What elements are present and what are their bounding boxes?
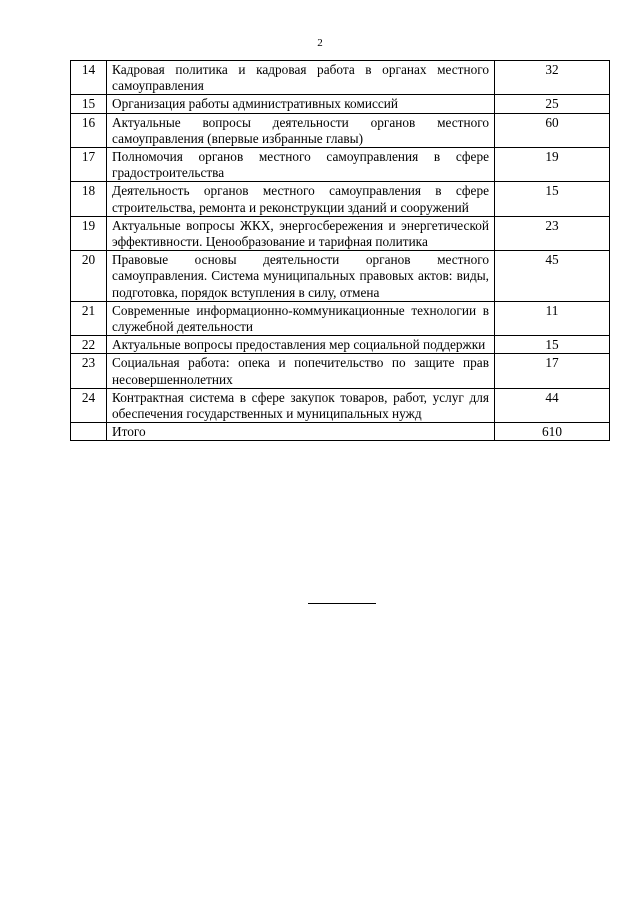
course-name: Правовые основы деятельности органов местного самоуправления. Система муниципальных правовых актов: виды, подготовка, порядок вступления в силу, отмена xyxy=(107,251,495,302)
table-row xyxy=(71,251,610,302)
page-number: 2 xyxy=(317,37,323,49)
course-hours: 32 xyxy=(495,61,610,95)
course-name: Актуальные вопросы деятельности органов местного самоуправления (впервые избранные главы) xyxy=(107,113,495,147)
course-name: Актуальные вопросы предоставления мер социальной поддержки xyxy=(107,336,495,354)
courses-table xyxy=(70,60,610,441)
row-number: 23 xyxy=(71,354,107,388)
row-number: 21 xyxy=(71,301,107,335)
course-hours: 19 xyxy=(495,148,610,182)
course-name: Полномочия органов местного самоуправления в сфере градостроительства xyxy=(107,148,495,182)
course-hours: 25 xyxy=(495,95,610,113)
table-row xyxy=(71,336,610,354)
table-body xyxy=(71,61,610,441)
total-label: Итого xyxy=(107,423,495,441)
course-name: Современные информационно-коммуникационные технологии в служебной деятельности xyxy=(107,301,495,335)
row-number: 14 xyxy=(71,61,107,95)
course-hours: 17 xyxy=(495,354,610,388)
course-hours: 45 xyxy=(495,251,610,302)
row-number: 20 xyxy=(71,251,107,302)
table-row xyxy=(71,95,610,113)
course-name: Контрактная система в сфере закупок товаров, работ, услуг для обеспечения государственных и муниципальных нужд xyxy=(107,388,495,422)
course-hours: 11 xyxy=(495,301,610,335)
total-row xyxy=(71,423,610,441)
course-name: Деятельность органов местного самоуправления в сфере строительства, ремонта и реконструкции зданий и сооружений xyxy=(107,182,495,216)
course-name: Организация работы административных комиссий xyxy=(107,95,495,113)
course-hours: 15 xyxy=(495,336,610,354)
table-row xyxy=(71,148,610,182)
course-hours: 15 xyxy=(495,182,610,216)
course-hours: 23 xyxy=(495,216,610,250)
course-hours: 60 xyxy=(495,113,610,147)
course-name: Кадровая политика и кадровая работа в органах местного самоуправления xyxy=(107,61,495,95)
course-name: Социальная работа: опека и попечительство по защите прав несовершеннолетних xyxy=(107,354,495,388)
end-divider xyxy=(308,603,376,604)
row-number: 19 xyxy=(71,216,107,250)
row-number: 18 xyxy=(71,182,107,216)
row-number: 16 xyxy=(71,113,107,147)
table-row xyxy=(71,354,610,388)
row-number: 22 xyxy=(71,336,107,354)
total-number xyxy=(71,423,107,441)
row-number: 17 xyxy=(71,148,107,182)
table-row xyxy=(71,388,610,422)
course-name: Актуальные вопросы ЖКХ, энергосбережения и энергетической эффективности. Ценообразование и тарифная политика xyxy=(107,216,495,250)
table-row xyxy=(71,301,610,335)
total-hours: 610 xyxy=(495,423,610,441)
table-row xyxy=(71,113,610,147)
table-row xyxy=(71,61,610,95)
table-row xyxy=(71,216,610,250)
row-number: 15 xyxy=(71,95,107,113)
course-hours: 44 xyxy=(495,388,610,422)
row-number: 24 xyxy=(71,388,107,422)
table-row xyxy=(71,182,610,216)
